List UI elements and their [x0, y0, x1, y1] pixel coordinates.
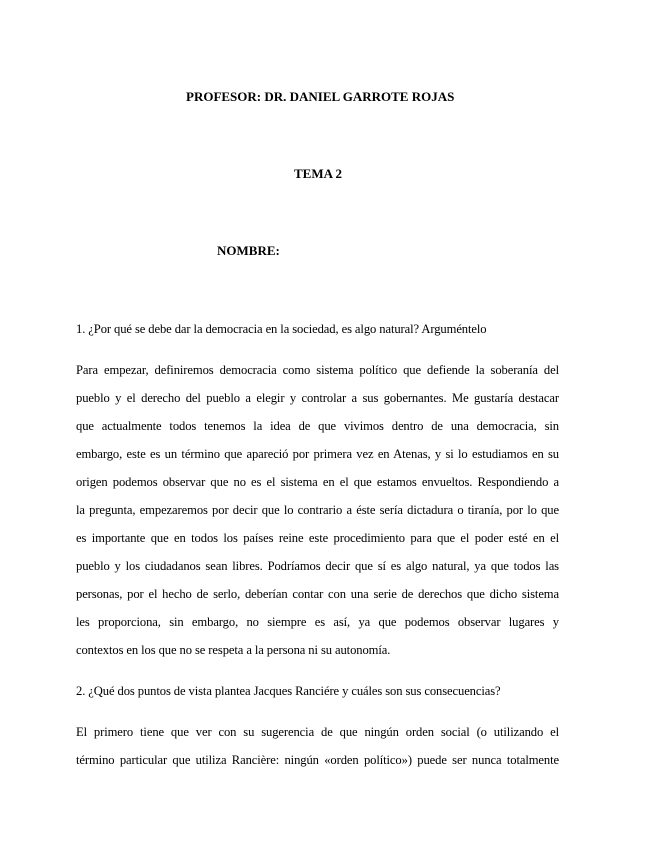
answer-1-line: origen podemos observar que no es el sistema en el que estamos envueltos. Respondiendo a: [76, 475, 559, 489]
answer-1-line: pueblo y los ciudadanos sean libres. Podríamos decir que sí es algo natural, ya que todos las: [76, 559, 559, 573]
answer-1-line: es importante que en todos los países reine este procedimiento para que el poder esté en el: [76, 531, 559, 545]
topic-heading: TEMA 2: [294, 166, 343, 181]
name-label: NOMBRE:: [217, 243, 280, 258]
answer-1-line: les proporciona, sin embargo, no siempre es así, ya que podemos observar lugares y: [76, 615, 559, 629]
answer-2-line: término particular que utiliza Rancière: ningún «orden político») puede ser nunca totalmente: [76, 753, 559, 767]
answer-2-line: El primero tiene que ver con su sugerencia de que ningún orden social (o utilizando el: [76, 725, 559, 739]
question-1: 1. ¿Por qué se debe dar la democracia en la sociedad, es algo natural? Arguméntelo: [76, 322, 487, 336]
answer-1-line: Para empezar, definiremos democracia como sistema político que defiende la soberanía del: [76, 363, 559, 377]
answer-1-line: embargo, este es un término que apareció por primera vez en Atenas, y si lo estudiamos en su: [76, 447, 559, 461]
answer-1-line: pueblo y el derecho del pueblo a elegir y controlar a sus gobernantes. Me gustaría destacar: [76, 391, 559, 405]
answer-1-line: personas, por el hecho de serlo, deberían contar con una serie de derechos que dicho sistema: [76, 587, 559, 601]
answer-1-line: la pregunta, empezaremos por decir que lo contrario a éste sería dictadura o tiranía, por lo que: [76, 503, 559, 517]
answer-1-line: contextos en los que no se respeta a la persona ni su autonomía.: [76, 643, 391, 657]
question-2: 2. ¿Qué dos puntos de vista plantea Jacques Ranciére y cuáles son sus consecuencias?: [76, 684, 501, 698]
professor-heading: PROFESOR: DR. DANIEL GARROTE ROJAS: [186, 89, 455, 104]
answer-1-line: que actualmente todos tenemos la idea de que vivimos dentro de una democracia, sin: [76, 419, 559, 433]
